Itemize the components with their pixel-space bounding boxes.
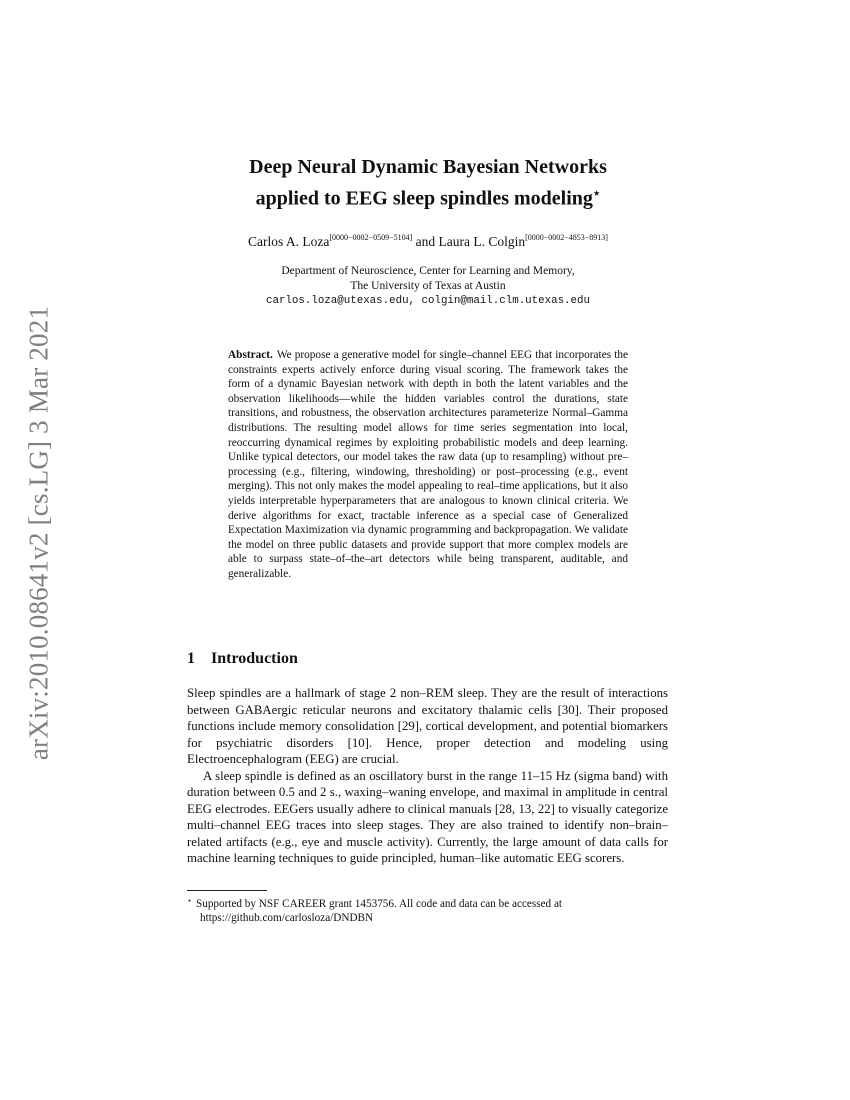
author-2-name: Laura L. Colgin (438, 234, 526, 249)
abstract-text: We propose a generative model for single–channel EEG that incorporates the constraints experts actively enforce during visual scoring. The framework takes the form of a dynamic Bayesian network with depth in both the latent variables and the observation likelihoods—while the hidden variables control the durations, state transitions, and robustness, the observation architectures parameterize Normal–Gamma distributions. The resulting model allows for time series segmentation into local, reoccurring dynamical regimes by exploiting probabilistic models and deep learning. Unlike typical detectors, our model takes the raw data (up to resampling) without pre–processing (e.g., filtering, windowing, thresholding) or post–processing (e.g., event merging). This not only makes the model appealing to real–time applications, but it also yields interpretable hyperparameters that are analogous to known clinical criteria. We derive algorithms for exact, tractable inference as a special case of Generalized Expectation Maximization via dynamic programming and backpropagation. We validate the model on three public datasets and provide support that more complex models are able to surpass state–of–the–art detectors while being transparent, auditable, and generalizable. (228, 349, 628, 580)
intro-paragraph-1: Sleep spindles are a hallmark of stage 2 non–REM sleep. They are the result of interactions between GABAergic reticular neurons and excitatory thalamic cells [30]. Their proposed functions include memory consolidation [29], cortical development, and potential biomarkers for psychiatric disorders [10]. Hence, proper detection and modeling using Electroencephalogram (EEG) are crucial. (187, 686, 668, 766)
title-line-2-text: applied to EEG sleep spindles modeling (255, 187, 593, 210)
affiliation-block (150, 264, 706, 309)
abstract-label: Abstract. (228, 349, 273, 361)
arxiv-identifier-stamp: arXiv:2010.08641v2 [cs.LG] 3 Mar 2021 (23, 305, 54, 761)
author-list (150, 233, 706, 250)
intro-paragraph-2: A sleep spindle is defined as an oscillatory burst in the range 11–15 Hz (sigma band) with duration between 0.5 and 2 s., waxing–waning envelope, and maximal in amplitude in central EEG electrodes. EEGers usually adhere to clinical manuals [28, 13, 22] to visually categorize multi–channel EEG traces into sleep stages. They are also trained to identify non–brain–related artifacts (e.g., eye and muscle activity). Currently, the large amount of data calls for machine learning techniques to guide principled, human–like automatic EEG scorers. (187, 768, 668, 865)
author-emails: carlos.loza@utexas.edu, colgin@mail.clm.utexas.edu (266, 295, 590, 307)
author-conjunction: and (412, 234, 439, 249)
author-1-orcid: [0000−0002−0509−5104] (329, 233, 413, 242)
affiliation-line-1: Department of Neuroscience, Center for Learning and Memory, (281, 265, 575, 277)
title-footnote-mark: ⋆ (592, 186, 601, 200)
title-line-2 (150, 180, 706, 212)
section-number: 1 (187, 650, 195, 667)
author-2-orcid: [0000−0002−4853−8913] (525, 233, 608, 242)
section-title: Introduction (211, 650, 298, 667)
footnote (187, 894, 668, 925)
footnote-line-1: Supported by NSF CAREER grant 1453756. All code and data can be accessed at (196, 898, 563, 910)
footnote-divider (187, 890, 267, 891)
paper-title (150, 154, 706, 212)
abstract (228, 348, 628, 582)
footnote-mark: ⋆ (187, 896, 193, 905)
section-heading-introduction (187, 650, 298, 668)
author-1-name: Carlos A. Loza (248, 234, 330, 249)
introduction-body (187, 685, 668, 867)
affiliation-line-2: The University of Texas at Austin (350, 280, 506, 292)
footnote-link[interactable]: https://github.com/carlosloza/DNDBN (200, 912, 374, 924)
title-line-1: Deep Neural Dynamic Bayesian Networks (249, 156, 607, 178)
